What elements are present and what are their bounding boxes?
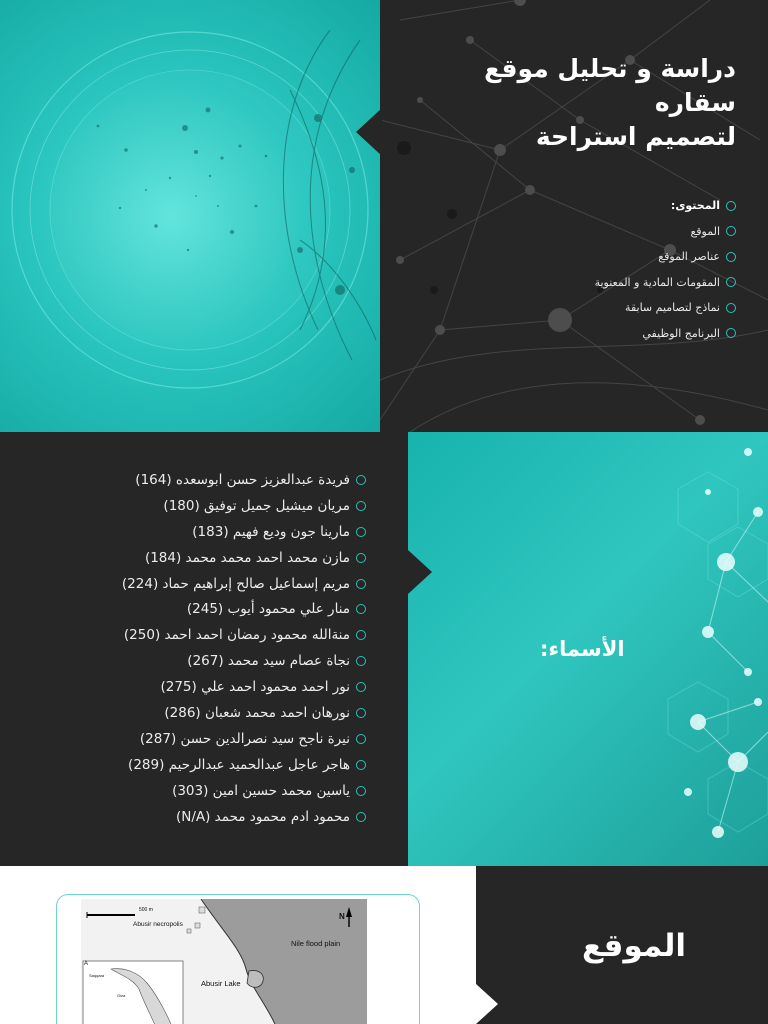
name-item: مريان ميشيل جميل توفيق (180) [6, 493, 366, 519]
circle-bullet-icon [356, 475, 366, 485]
circle-bullet-icon [726, 303, 736, 313]
site-map-image [81, 899, 367, 1024]
slide3-notch [476, 984, 498, 1024]
location-title: الموقع [582, 928, 686, 964]
map-necropolis-label: Abusir necropolis [133, 921, 183, 928]
name-item: منار علي محمود أيوب (245) [6, 596, 366, 622]
petri-dish-graphic [0, 0, 380, 432]
circle-bullet-icon [356, 604, 366, 614]
circle-bullet-icon [356, 656, 366, 666]
name-item: هاجر عاجل عبدالحميد عبدالرحيم (289) [6, 752, 366, 778]
map-scale-label: 500 m [139, 907, 153, 913]
title-line-1: دراسة و تحليل موقع سقاره [484, 54, 736, 117]
teal-decorative-panel [0, 0, 380, 432]
slide-title [0, 0, 768, 432]
names-heading: الأسماء: [540, 637, 625, 661]
circle-bullet-icon [726, 277, 736, 287]
map-inset-place-2: Giza [117, 993, 126, 998]
slide-names [0, 432, 768, 866]
map-north-label: N [339, 912, 345, 921]
circle-bullet-icon [356, 708, 366, 718]
name-item: نورهان احمد محمد شعبان (286) [6, 700, 366, 726]
presentation-title [406, 52, 736, 154]
name-item: محمود ادم محمود محمد (N/A) [6, 804, 366, 830]
circle-bullet-icon [356, 734, 366, 744]
name-item: مريم إسماعيل صالح إبراهيم حماد (224) [6, 571, 366, 597]
circle-bullet-icon [726, 328, 736, 338]
contents-list [436, 193, 736, 346]
names-list [6, 467, 366, 829]
contents-item: البرنامج الوظيفي [436, 321, 736, 347]
map-inset-letter: A [84, 961, 89, 967]
title-line-2: لتصميم استراحة [535, 122, 736, 151]
map-lake-label: Abusir Lake [201, 979, 241, 988]
name-item: نيرة ناجح سيد نصرالدين حسن (287) [6, 726, 366, 752]
circle-bullet-icon [356, 812, 366, 822]
circle-bullet-icon [356, 682, 366, 692]
circle-bullet-icon [726, 201, 736, 211]
circle-bullet-icon [356, 786, 366, 796]
circle-bullet-icon [726, 226, 736, 236]
name-item: نور احمد محمود احمد علي (275) [6, 674, 366, 700]
circle-bullet-icon [356, 630, 366, 640]
site-map-graphic [81, 899, 367, 1024]
slide-location [0, 866, 768, 1024]
name-item: نجاة عصام سيد محمد (267) [6, 648, 366, 674]
circle-bullet-icon [356, 527, 366, 537]
circle-bullet-icon [356, 579, 366, 589]
contents-heading: المحتوى: [436, 193, 736, 219]
name-item: مازن محمد احمد محمد محمد (184) [6, 545, 366, 571]
slide2-notch [408, 550, 432, 594]
map-inset-place-1: Saqqara [89, 973, 105, 978]
name-item: منةالله محمود رمضان احمد احمد (250) [6, 622, 366, 648]
circle-bullet-icon [726, 252, 736, 262]
circle-bullet-icon [356, 553, 366, 563]
name-item: مارينا جون وديع فهيم (183) [6, 519, 366, 545]
map-frame [56, 894, 420, 1024]
circle-bullet-icon [356, 760, 366, 770]
slide1-notch [356, 108, 382, 156]
name-item: فريدة عبدالعزيز حسن ابوسعده (164) [6, 467, 366, 493]
contents-item: عناصر الموقع [436, 244, 736, 270]
contents-item: نماذج لتصاميم سابقة [436, 295, 736, 321]
contents-item: المقومات المادية و المعنوية [436, 270, 736, 296]
map-flood-plain-label: Nile flood plain [291, 939, 341, 948]
circle-bullet-icon [356, 501, 366, 511]
contents-item: الموقع [436, 219, 736, 245]
name-item: ياسين محمد حسين امين (303) [6, 778, 366, 804]
